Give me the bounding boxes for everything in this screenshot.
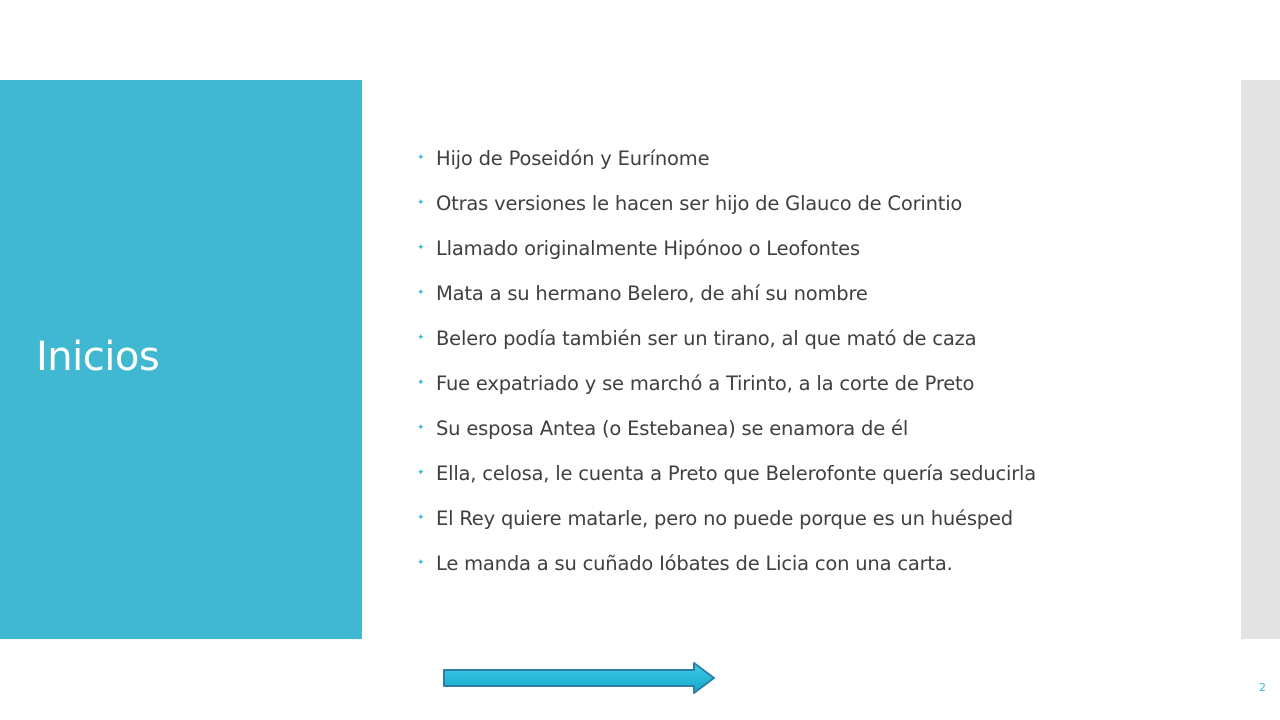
- star-bullet-icon: ✦: [417, 513, 425, 523]
- bullet-item: [414, 181, 1214, 226]
- right-side-band: [1241, 80, 1280, 639]
- star-bullet-icon: ✦: [417, 423, 425, 433]
- bullet-item: [414, 271, 1214, 316]
- bullet-text: Llamado originalmente Hipónoo o Leofontes: [436, 237, 860, 260]
- slide-title: Inicios: [36, 334, 160, 380]
- bullet-list: [414, 136, 1214, 586]
- bullet-text: El Rey quiere matarle, pero no puede porque es un huésped: [436, 507, 1013, 530]
- star-bullet-icon: ✦: [417, 378, 425, 388]
- bullet-item: [414, 406, 1214, 451]
- bullet-item: [414, 136, 1214, 181]
- star-bullet-icon: ✦: [417, 153, 425, 163]
- star-bullet-icon: ✦: [417, 198, 425, 208]
- star-bullet-icon: ✦: [417, 333, 425, 343]
- bullet-text: Fue expatriado y se marchó a Tirinto, a la corte de Preto: [436, 372, 975, 395]
- bullet-text: Ella, celosa, le cuenta a Preto que Belerofonte quería seducirla: [436, 462, 1037, 485]
- bullet-item: [414, 226, 1214, 271]
- star-bullet-icon: ✦: [417, 558, 425, 568]
- bullet-item: [414, 541, 1214, 586]
- bullet-text: Le manda a su cuñado Ióbates de Licia con una carta.: [436, 552, 953, 575]
- bullet-item: [414, 316, 1214, 361]
- right-arrow-icon[interactable]: [440, 661, 718, 695]
- star-bullet-icon: ✦: [417, 468, 425, 478]
- bullet-text: Otras versiones le hacen ser hijo de Glauco de Corintio: [436, 192, 963, 215]
- bullet-item: [414, 361, 1214, 406]
- page-number: 2: [1259, 681, 1266, 694]
- bullet-text: Hijo de Poseidón y Eurínome: [436, 147, 710, 170]
- bullet-item: [414, 451, 1214, 496]
- star-bullet-icon: ✦: [417, 243, 425, 253]
- bullet-text: Belero podía también ser un tirano, al que mató de caza: [436, 327, 977, 350]
- bullet-item: [414, 496, 1214, 541]
- star-bullet-icon: ✦: [417, 288, 425, 298]
- bullet-text: Su esposa Antea (o Estebanea) se enamora de él: [436, 417, 909, 440]
- bullet-text: Mata a su hermano Belero, de ahí su nombre: [436, 282, 868, 305]
